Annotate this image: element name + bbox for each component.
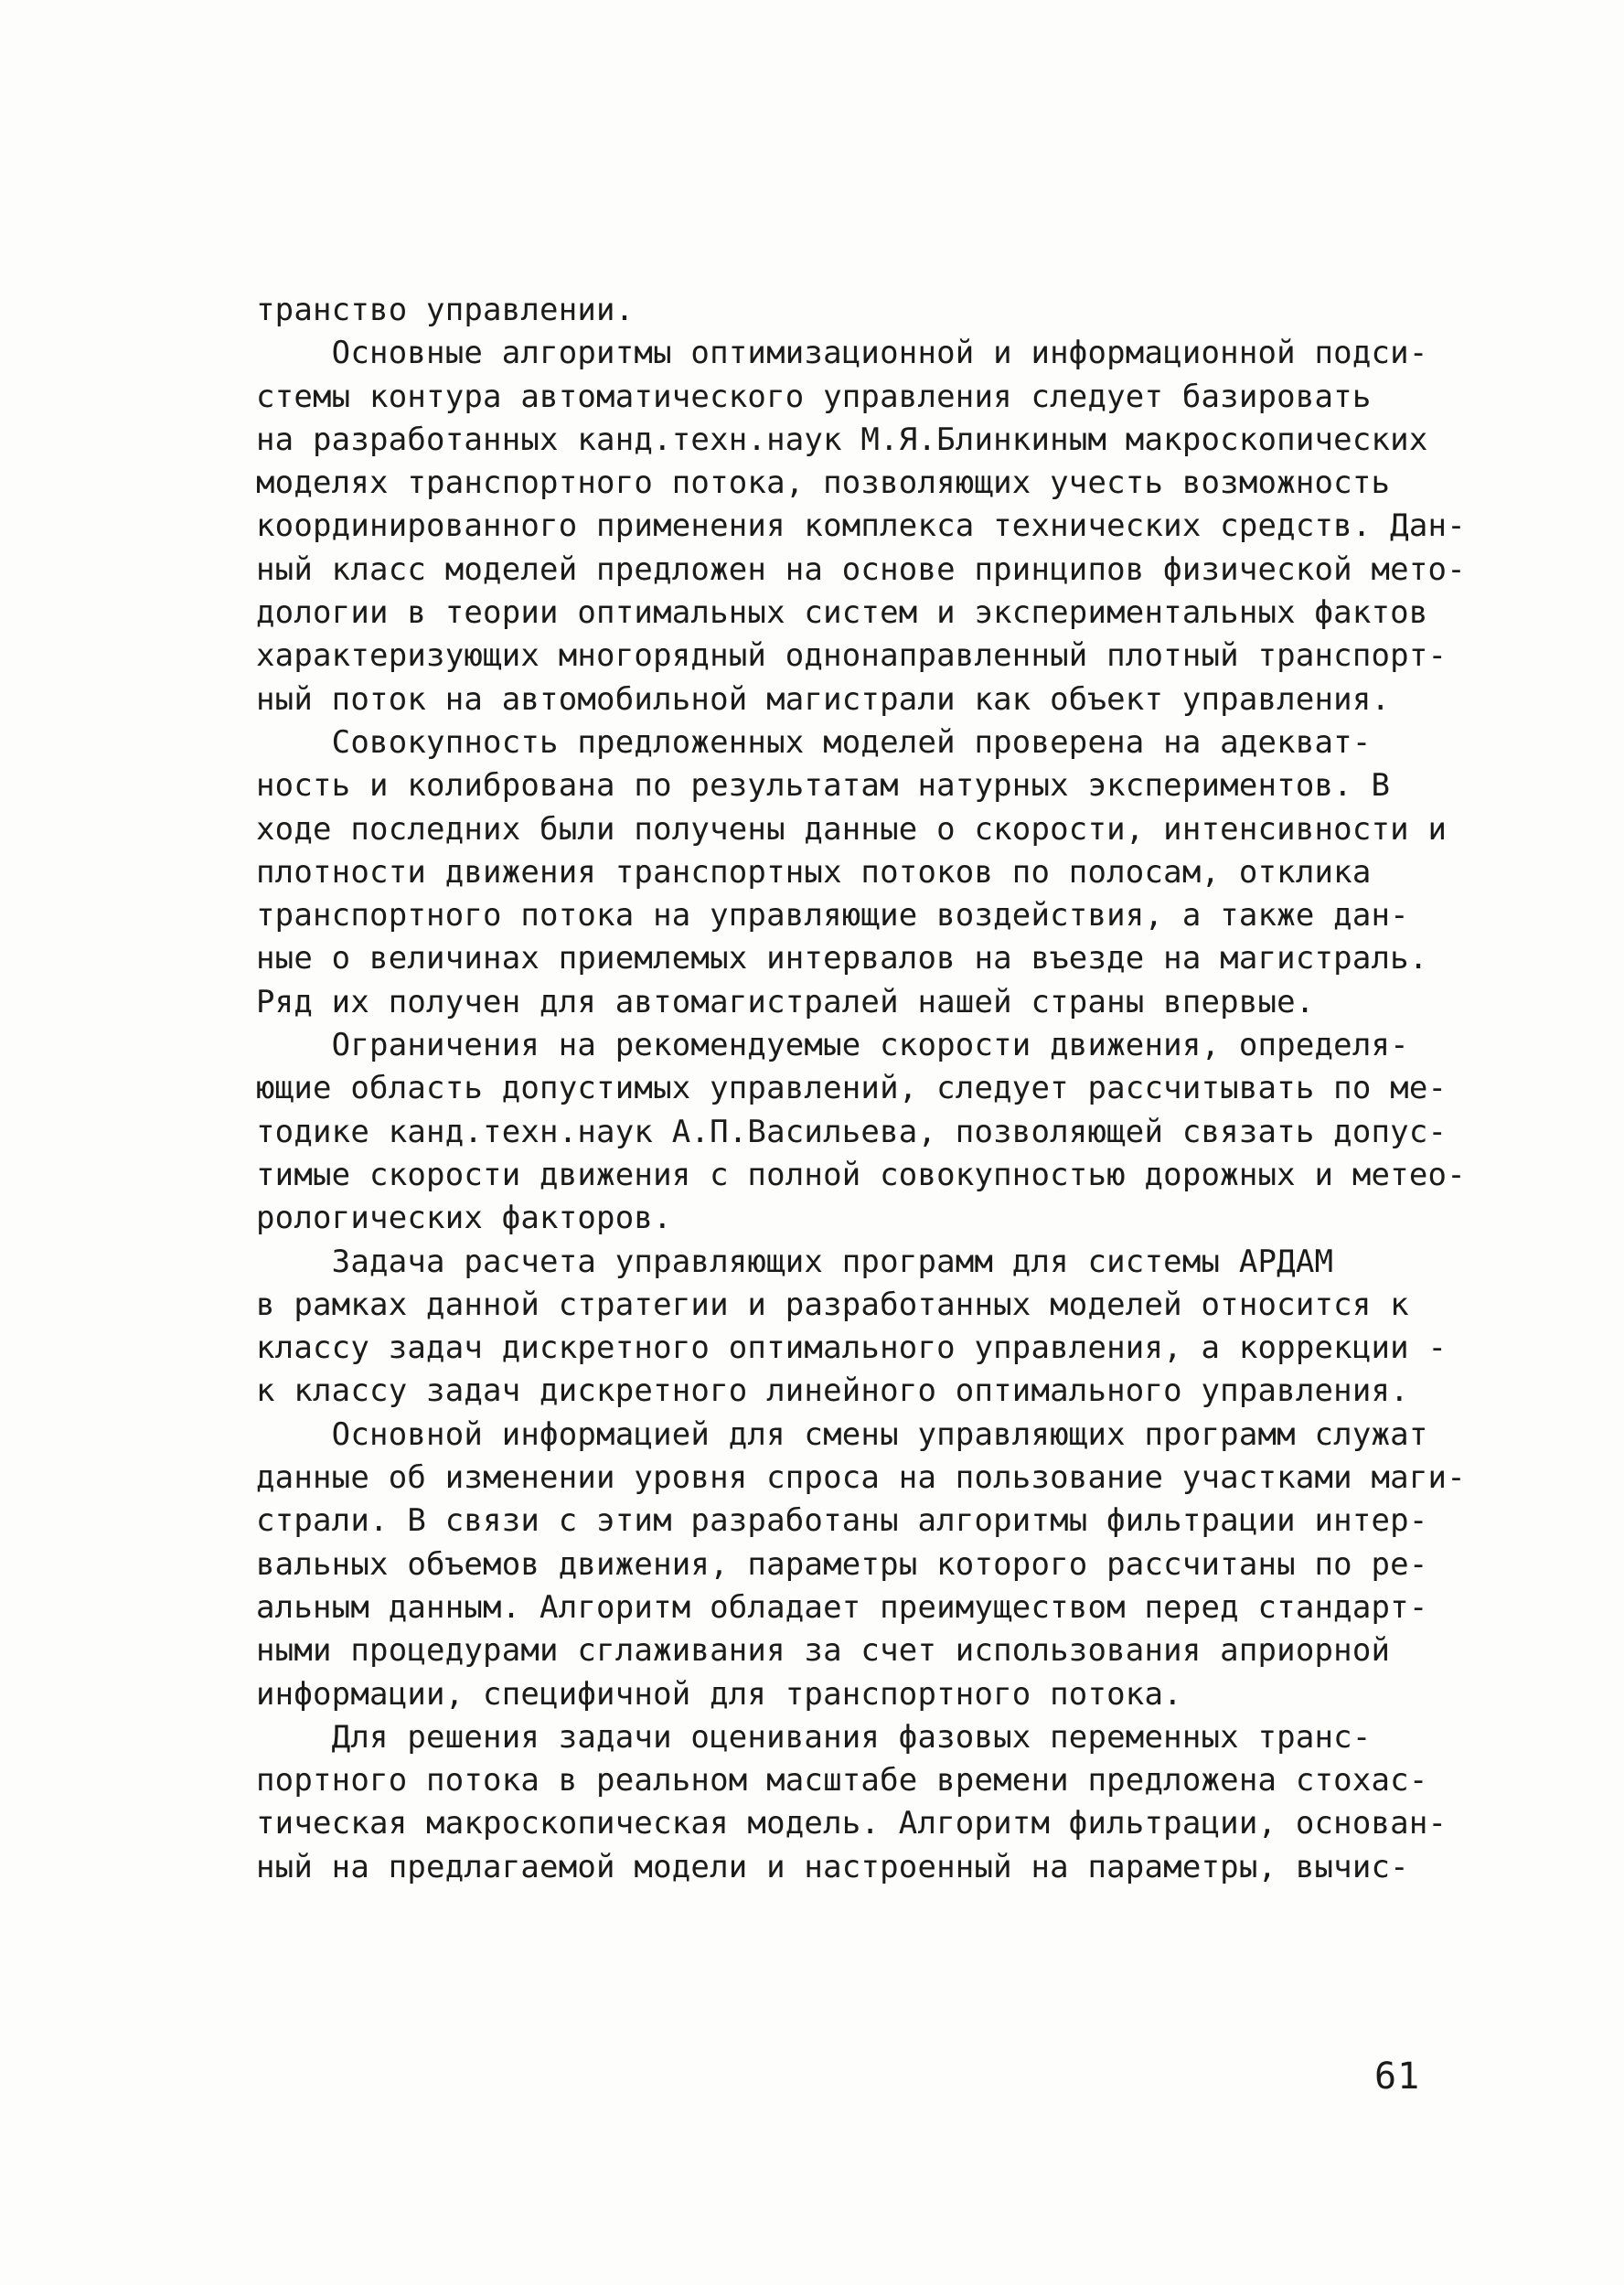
text-line: Ряд их получен для автомагистралей нашей страны впервые.	[256, 983, 1315, 1020]
text-line: транство управлении.	[256, 292, 635, 328]
text-line: ный класс моделей предложен на основе принципов физической мето-	[256, 550, 1466, 588]
text-line: классу задач дискретного оптимального управления, а коррекции -	[256, 1329, 1448, 1367]
text-line: портного потока в реальном масштабе времени предложена стохас-	[256, 1762, 1428, 1799]
text-line: Задача расчета управляющих программ для системы АРДАМ	[256, 1243, 1334, 1280]
text-line: в рамках данной стратегии и разработанных моделей относится к	[256, 1286, 1409, 1323]
text-line: Ограничения на рекомендуемые скорости движения, определя-	[256, 1027, 1409, 1064]
text-line: транспортного потока на управляющие воздействия, а также дан-	[256, 897, 1409, 934]
text-line: данные об изменении уровня спроса на пользование участками маги-	[256, 1459, 1466, 1497]
text-line: ные о величинах приемлемых интервалов на въезде на магистраль.	[256, 940, 1428, 977]
text-line: ный поток на автомобильной магистрали как объект управления.	[256, 680, 1391, 718]
text-line: ными процедурами сглаживания за счет использования априорной	[256, 1632, 1391, 1670]
text-line: альным данным. Алгоритм обладает преимуществом перед стандарт-	[256, 1588, 1428, 1626]
text-line: страли. В связи с этим разработаны алгоритмы фильтрации интер-	[256, 1502, 1428, 1540]
text-line: тодике канд.техн.наук А.П.Васильева, позволяющей связать допус-	[256, 1113, 1448, 1150]
text-line: моделях транспортного потока, позволяющих учесть возможность	[256, 464, 1391, 502]
page-number: 61	[1374, 2055, 1421, 2098]
text-line: ющие область допустимых управлений, следует рассчитывать по ме-	[256, 1070, 1448, 1107]
text-line: характеризующих многорядный однонаправленный плотный транспорт-	[256, 637, 1448, 675]
text-line: ный на предлагаемой модели и настроенный на параметры, вычис-	[256, 1848, 1409, 1885]
text-line: стемы контура автоматического управления следует базировать	[256, 378, 1372, 415]
text-line: Основной информацией для смены управляющих программ служат	[256, 1415, 1428, 1453]
text-line: к классу задач дискретного линейного оптимального управления.	[256, 1372, 1409, 1410]
text-line: ность и колибрована по результатам натурных экспериментов. В	[256, 767, 1391, 805]
text-line: ходе последних были получены данные о скорости, интенсивности и	[256, 810, 1448, 848]
text-line: вальных объемов движения, параметры которого рассчитаны по ре-	[256, 1545, 1428, 1583]
text-line: координированного применения комплекса технических средств. Дан-	[256, 507, 1466, 545]
text-line: рологических факторов.	[256, 1200, 672, 1237]
text-line: информации, специфичной для транспортного потока.	[256, 1675, 1182, 1713]
text-line: плотности движения транспортных потоков по полосам, отклика	[256, 853, 1372, 891]
text-line: Для решения задачи оценивания фазовых переменных транс-	[256, 1718, 1372, 1756]
text-line: тимые скорости движения с полной совокупностью дорожных и метео-	[256, 1156, 1466, 1193]
text-line: тическая макроскопическая модель. Алгоритм фильтрации, основан-	[256, 1805, 1448, 1842]
text-line: Совокупность предложенных моделей проверена на адекват-	[256, 723, 1372, 761]
text-line: на разработанных канд.техн.наук М.Я.Блинкиным макроскопических	[256, 421, 1428, 458]
text-line: Основные алгоритмы оптимизационной и информационной подси-	[256, 335, 1428, 372]
body-text	[256, 289, 1481, 1889]
text-line: дологии в теории оптимальных систем и экспериментальных фактов	[256, 594, 1428, 632]
